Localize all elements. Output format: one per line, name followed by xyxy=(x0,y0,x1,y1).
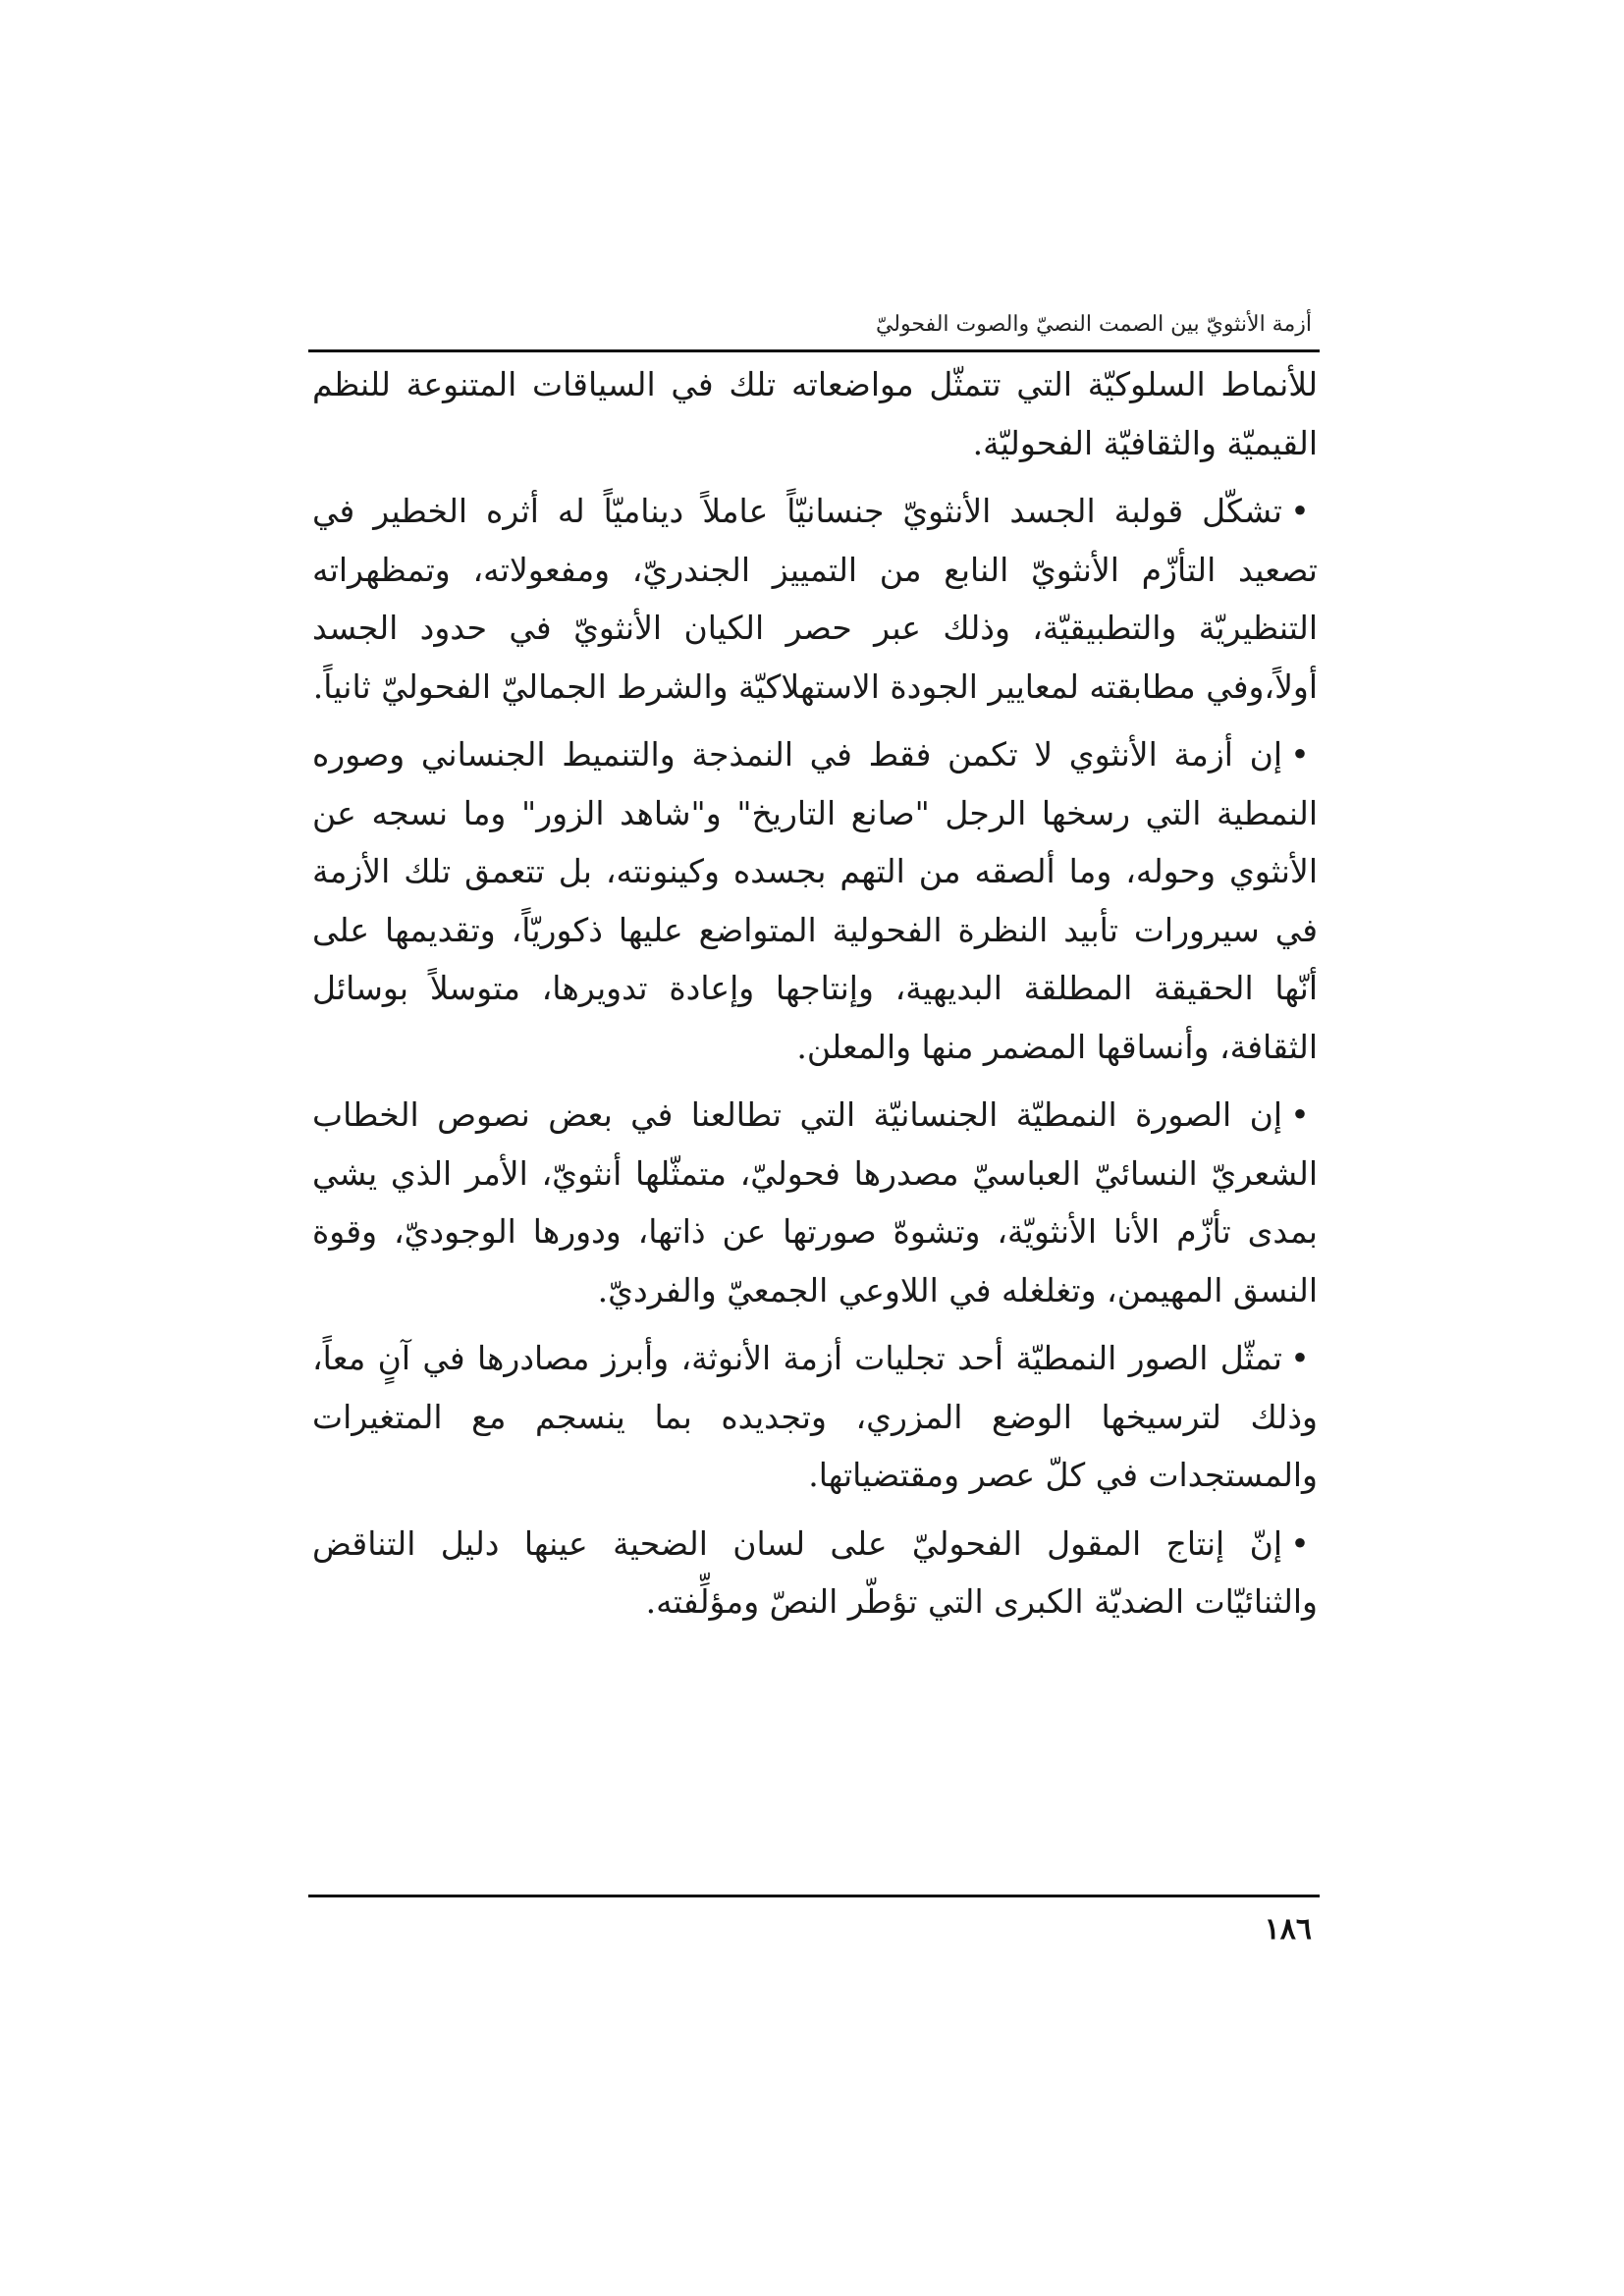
bullet-icon: • xyxy=(1290,735,1310,774)
body-text xyxy=(312,355,1318,1641)
paragraph-text: تمثّل الصور النمطيّة أحد تجليات أزمة الأنوثة، وأبرز مصادرها في آنٍ معاً، وذلك لترسيخها الوضع المزري، وتجديده بما ينسجم مع المتغيرات والمستجدات في كلّ عصر ومقتضياتها. xyxy=(312,1339,1318,1494)
paragraph-text: إن الصورة النمطيّة الجنسانيّة التي تطالعنا في بعض نصوص الخطاب الشعريّ النسائيّ العباسيّ مصدرها فحوليّ، متمثّلها أنثويّ، الأمر الذي يشي بمدى تأزّم الأنا الأنثويّة، وتشوهّ صورتها عن ذاتها، ودورها الوجوديّ، وقوة النسق المهيمن، وتغلغله في اللاوعي الجمعيّ والفرديّ. xyxy=(312,1095,1318,1309)
footer-rule xyxy=(308,1895,1320,1897)
bullet-icon: • xyxy=(1290,1339,1310,1377)
header-rule xyxy=(308,349,1320,352)
bullet-paragraph xyxy=(312,1515,1318,1631)
bullet-icon: • xyxy=(1290,492,1310,530)
paragraph-text: إن أزمة الأنثوي لا تكمن فقط في النمذجة والتنميط الجنساني وصوره النمطية التي رسخها الرجل "صانع التاريخ" و"شاهد الزور" وما نسجه عن الأنثوي وحوله، وما ألصقه من التهم بجسده وكينونته، بل تتعمق تلك الأزمة في سيرورات تأبيد النظرة الفحولية المتواضع عليها ذكوريّاً، وتقديمها على أنّها الحقيقة المطلقة البديهية، وإنتاجها وإعادة تدويرها، متوسلاً بوسائل الثقافة، وأنساقها المضمر منها والمعلن. xyxy=(312,735,1318,1066)
bullet-icon: • xyxy=(1290,1095,1310,1134)
paragraph-text: تشكّل قولبة الجسد الأنثويّ جنسانيّاً عاملاً ديناميّاً له أثره الخطير في تصعيد التأزّم الأنثويّ النابع من التمييز الجندريّ، ومفعولاته، وتمظهراته التنظيريّة والتطبيقيّة، وذلك عبر حصر الكيان الأنثويّ في حدود الجسد أولاً،وفي مطابقته لمعايير الجودة الاستهلاكيّة والشرط الجماليّ الفحوليّ ثانياً. xyxy=(312,492,1318,706)
running-head: أزمة الأنثويّ بين الصمت النصيّ والصوت الفحوليّ xyxy=(875,312,1312,337)
paragraph-text: للأنماط السلوكيّة التي تتمثّل مواضعاته تلك في السياقات المتنوعة للنظم القيميّة والثقافيّة الفحوليّة. xyxy=(312,365,1318,462)
bullet-paragraph xyxy=(312,482,1318,716)
paragraph xyxy=(312,355,1318,472)
bullet-paragraph xyxy=(312,1086,1318,1319)
bullet-paragraph xyxy=(312,725,1318,1076)
bullet-paragraph xyxy=(312,1329,1318,1505)
bullet-icon: • xyxy=(1290,1523,1310,1563)
page-number: ١٨٦ xyxy=(1264,1912,1312,1947)
paragraph-text: إنّ إنتاج المقول الفحوليّ على لسان الضحية عينها دليل التناقض والثنائيّات الضديّة الكبرى التي تؤطّر النصّ ومؤلِّفته. xyxy=(312,1523,1318,1621)
